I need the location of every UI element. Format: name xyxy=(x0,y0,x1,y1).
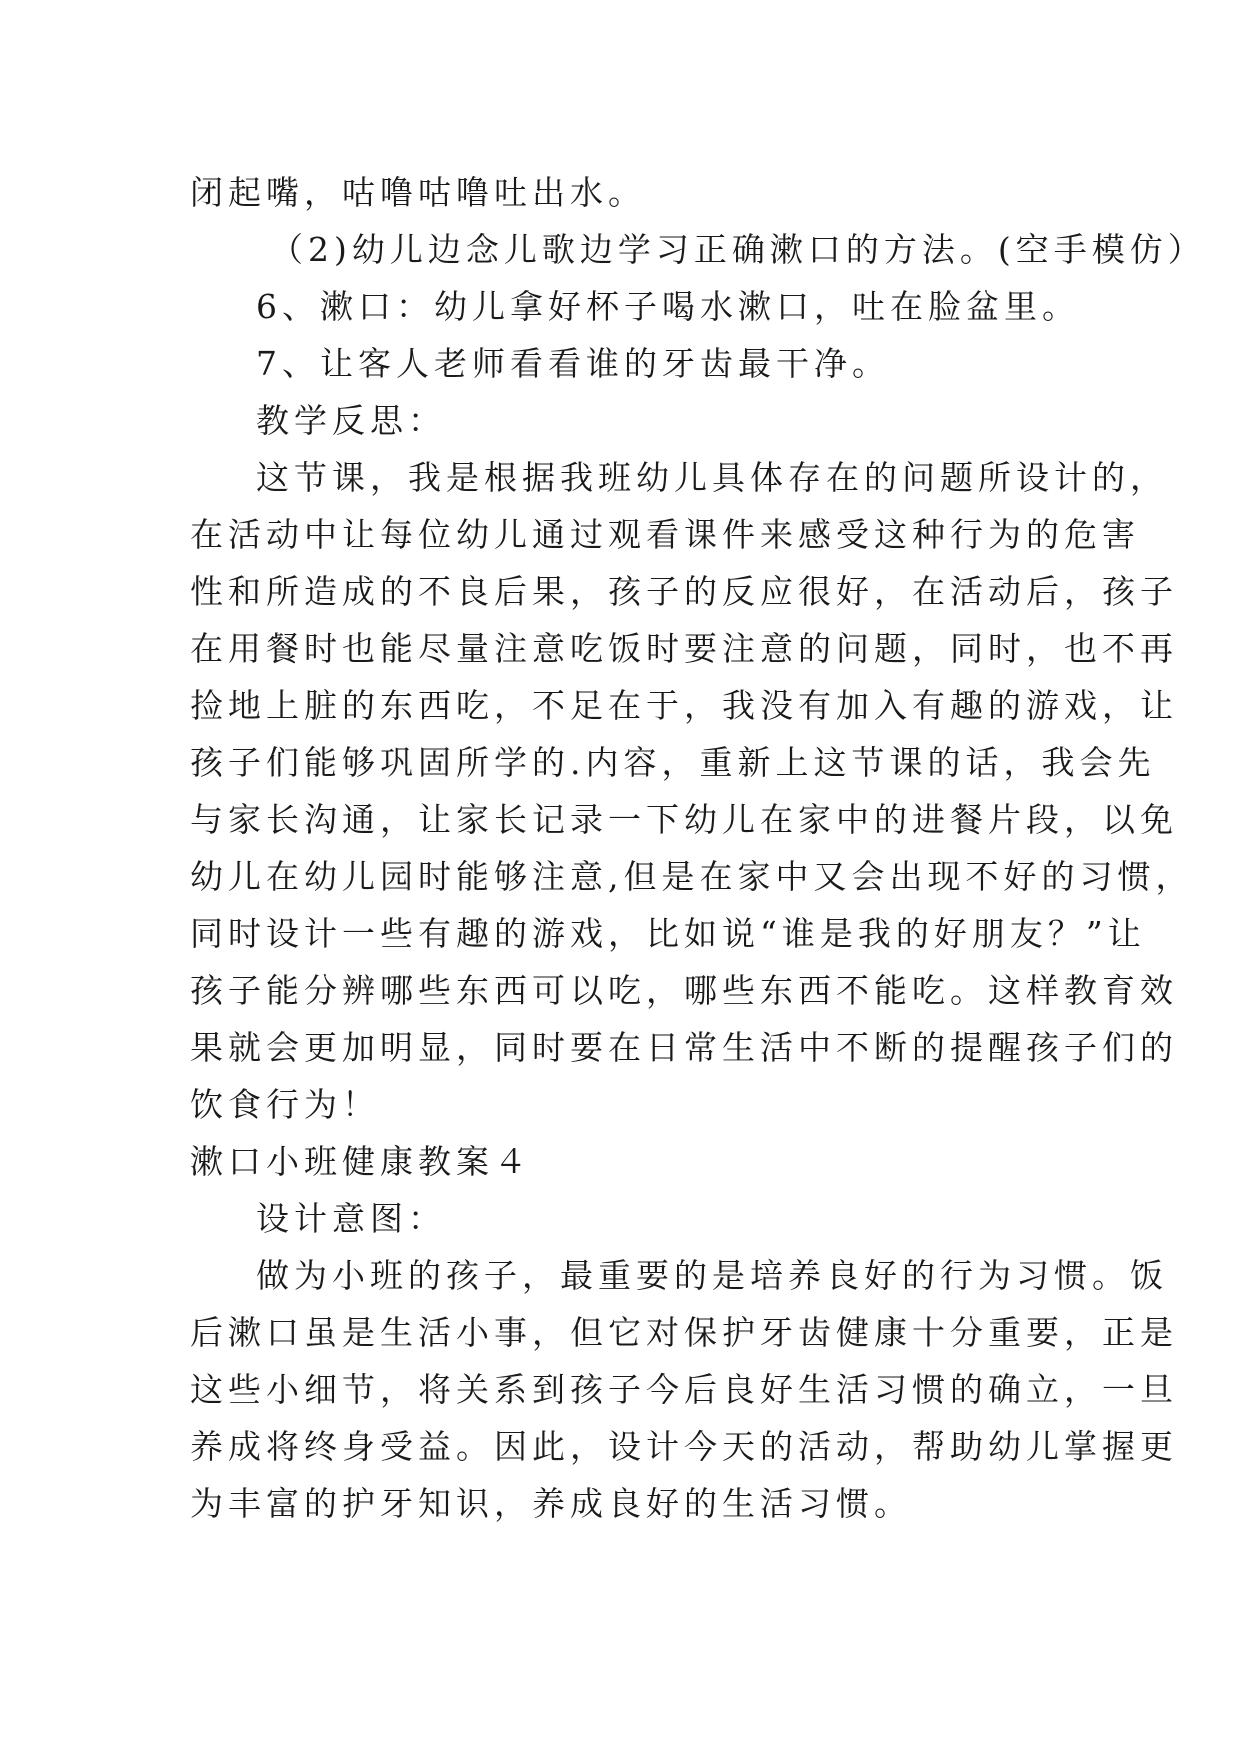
text-line: 孩子能分辨哪些东西可以吃，哪些东西不能吃。这样教育效 xyxy=(190,971,1178,1010)
text-line: 养成将终身受益。因此，设计今天的活动，帮助幼儿掌握更 xyxy=(190,1427,1178,1466)
text-line: 捡地上脏的东西吃，不足在于，我没有加入有趣的游戏，让 xyxy=(190,686,1178,725)
text-line: 果就会更加明显，同时要在日常生活中不断的提醒孩子们的 xyxy=(190,1028,1178,1067)
text-line: 在用餐时也能尽量注意吃饭时要注意的问题，同时，也不再 xyxy=(190,629,1178,668)
text-line: 这些小细节，将关系到孩子今后良好生活习惯的确立，一旦 xyxy=(190,1370,1178,1409)
text-line: 做为小班的孩子，最重要的是培养良好的行为习惯。饭 xyxy=(256,1256,1168,1295)
text-line: 为丰富的护牙知识，养成良好的生活习惯。 xyxy=(190,1484,912,1523)
text-line: （2)幼儿边念儿歌边学习正确漱口的方法。(空手模仿） xyxy=(270,230,1206,269)
text-line: 与家长沟通，让家长记录一下幼儿在家中的进餐片段，以免 xyxy=(190,800,1178,839)
text-line: 孩子们能够巩固所学的.内容，重新上这节课的话，我会先 xyxy=(190,743,1156,782)
section-heading: 设计意图： xyxy=(256,1199,446,1238)
text-line: 幼儿在幼儿园时能够注意,但是在家中又会出现不好的习惯， xyxy=(190,857,1194,896)
text-line: 闭起嘴，咕噜咕噜吐出水。 xyxy=(190,173,646,212)
text-line: 7、让客人老师看看谁的牙齿最干净。 xyxy=(256,344,890,383)
text-line: 同时设计一些有趣的游戏，比如说“谁是我的好朋友？”让 xyxy=(190,914,1146,953)
text-line: 饮食行为！ xyxy=(190,1085,380,1124)
text-line: 6、漱口：幼儿拿好杯子喝水漱口，吐在脸盆里。 xyxy=(256,287,1080,326)
document-title: 漱口小班健康教案４ xyxy=(190,1142,532,1181)
text-line: 在活动中让每位幼儿通过观看课件来感受这种行为的危害 xyxy=(190,515,1140,554)
text-line: 后漱口虽是生活小事，但它对保护牙齿健康十分重要，正是 xyxy=(190,1313,1178,1352)
section-heading: 教学反思： xyxy=(256,401,446,440)
text-line: 这节课，我是根据我班幼儿具体存在的问题所设计的， xyxy=(256,458,1168,497)
document-body xyxy=(190,164,1206,1532)
text-line: 性和所造成的不良后果，孩子的反应很好，在活动后，孩子 xyxy=(190,572,1178,611)
